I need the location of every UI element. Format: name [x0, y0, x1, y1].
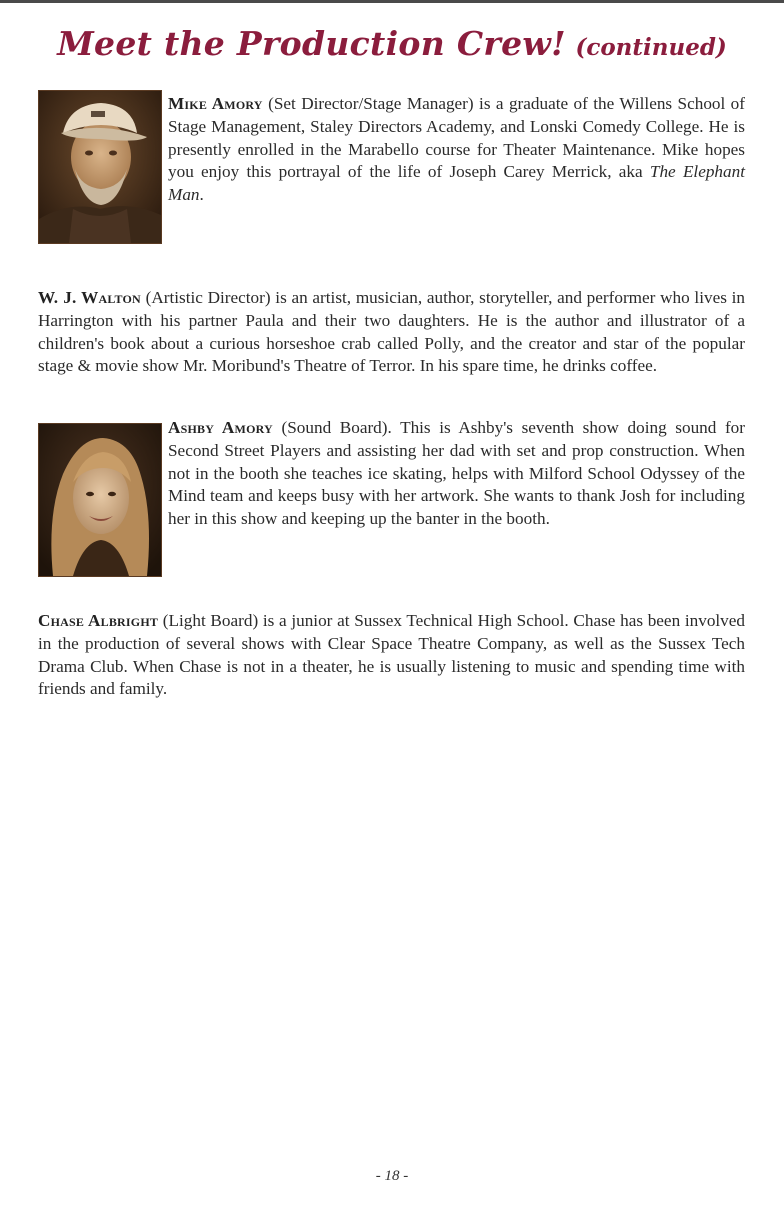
top-rule: [0, 0, 784, 3]
page-number: - 18 -: [375, 1168, 409, 1184]
mike-amory-photo: [38, 90, 162, 244]
page-title: [0, 24, 784, 63]
bio-ashby-amory: [168, 417, 745, 531]
bio-mike-amory: [168, 93, 745, 207]
bio-chase-albright: [38, 610, 745, 701]
crew-name-mike-amory: Mike Amory: [168, 94, 263, 113]
bio-text: (Sound Board). This is Ashby's seventh show doing sound for Second Street Players and assisting her dad with set and prop construction. When not in the booth she teaches ice skating, helps with Milford School Odyssey of the Mind team and keeps busy with her artwork. She wants to thank Josh for including her in this show and keeping up the banter in the booth.: [168, 418, 746, 529]
portrait-woman-icon: [39, 424, 161, 576]
bio-text: (Set Director/Stage Manager) is a graduate of the Willens School of Stage Management, Staley Directors Academy, and Lonski Comedy College. He is presently enrolled in the Marabello course for Theater Maintenance. Mike hopes you enjoy this portrayal of the life of Joseph Carey Merrick, aka: [168, 94, 746, 182]
bio-text: (Artistic Director) is an artist, musician, author, storyteller, and performer who lives in Harrington with his partner Paula and their two daughters. He is the author and illustrator of a children's book about a curious horseshoe crab called Polly, and the creator and star of the popular stage & movie show Mr. Moribund's Theatre of Terror. In his spare time, he drinks coffee.: [38, 288, 745, 376]
crew-name-chase-albright: Chase Albright: [38, 611, 159, 630]
bio-text: (Light Board) is a junior at Sussex Technical High School. Chase has been involved in the production of several shows with Clear Space Theatre Company, as well as the Sussex Tech Drama Club. When Chase is not in a theater, he is usually listening to music and spending time with friends and family.: [38, 611, 746, 699]
portrait-man-cap-icon: [39, 91, 161, 243]
show-title: The Elephant Man: [168, 162, 745, 205]
crew-name-ashby-amory: Ashby Amory: [168, 418, 273, 437]
bio-text-end: .: [199, 185, 204, 205]
page-title-main: Meet the Production Crew!: [57, 24, 566, 63]
crew-name-wj-walton: W. J. Walton: [38, 288, 141, 307]
ashby-amory-photo: [38, 423, 162, 577]
page-title-continued: (continued): [575, 34, 727, 61]
bio-wj-walton: [38, 287, 745, 378]
